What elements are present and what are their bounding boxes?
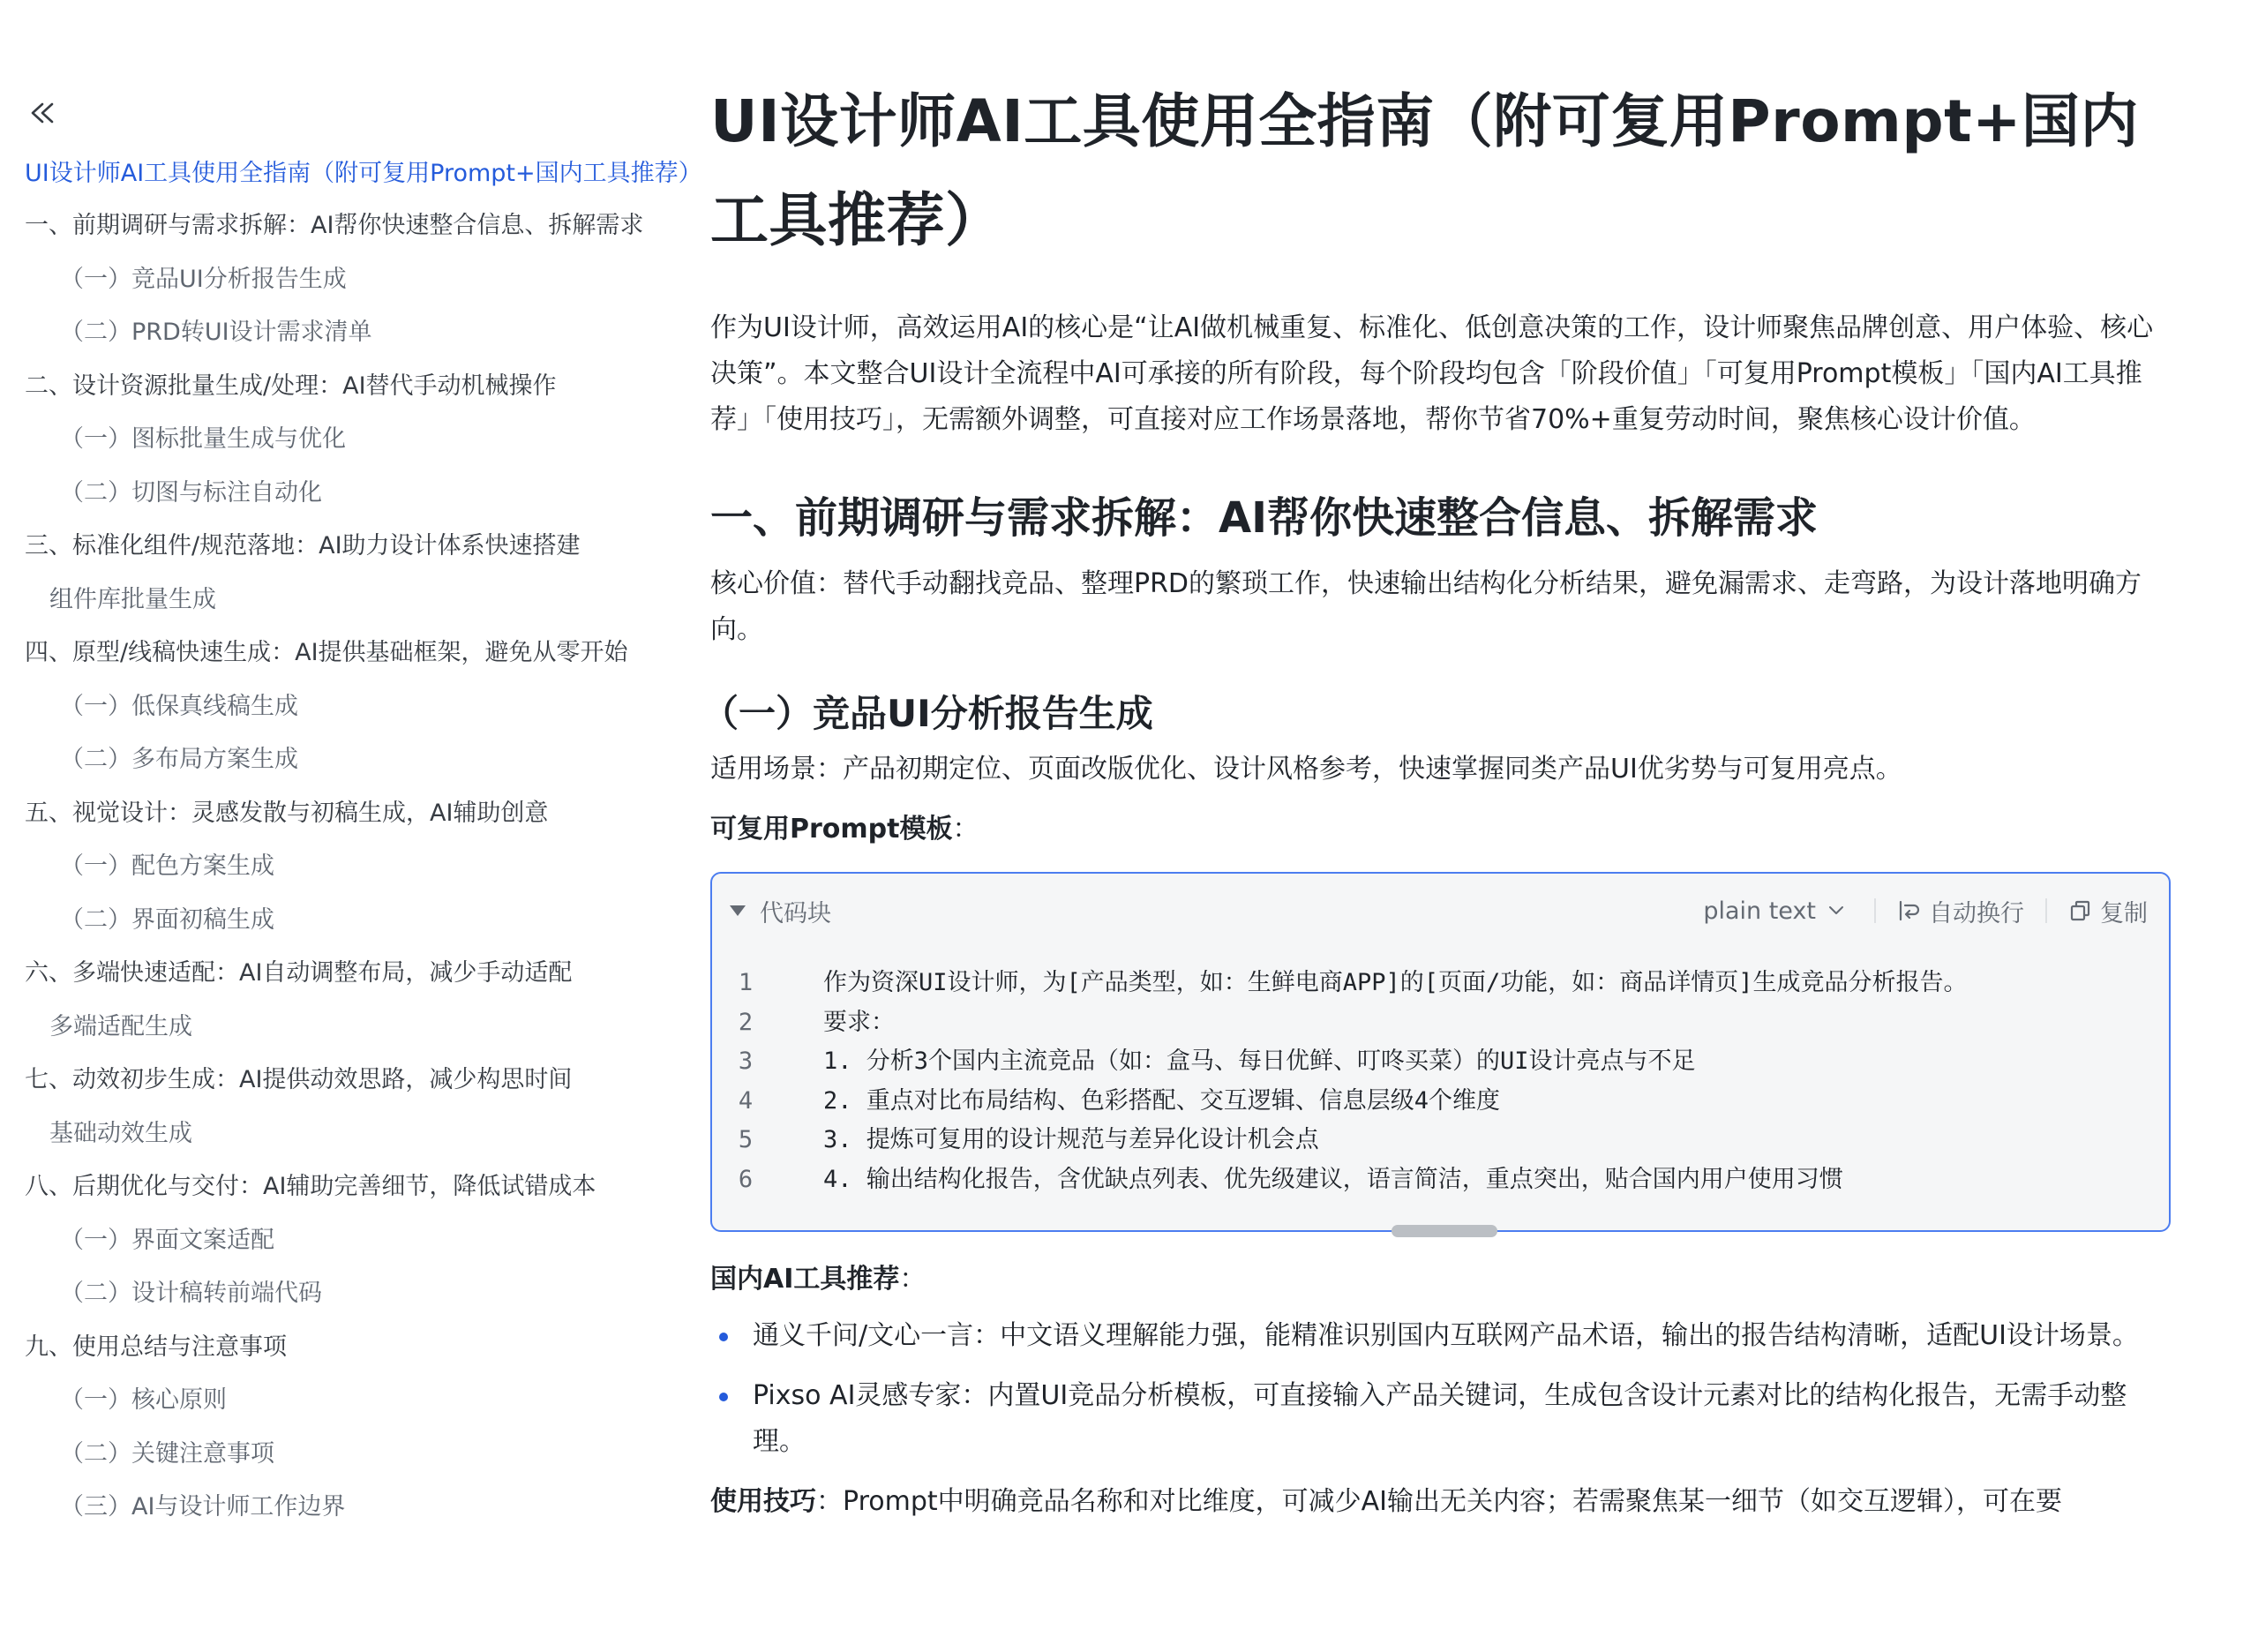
bullet-dot-icon (719, 1393, 728, 1401)
wrap-toggle-button[interactable] (1897, 894, 2024, 928)
code-lines[interactable] (712, 964, 2169, 1199)
code-line (712, 1003, 2169, 1043)
language-label: plain text (1703, 897, 1816, 925)
double-chevron-left-icon (25, 95, 60, 131)
toc-item[interactable]: 七、动效初步生成：AI提供动效思路，减少构思时间 (25, 1066, 573, 1093)
intro-paragraph: 作为UI设计师，高效运用AI的核心是“让AI做机械重复、标准化、低创意决策的工作，设计师聚焦品牌创意、用户体验、核心决策”。本文整合UI设计全流程中AI可承接的所有阶段，每个阶段均包含「阶段价值」「可复用Prompt模板」「国内AI工具推荐」「使用技巧」，无需额外调整，可直接对应工作场景落地，帮你节省70%+重复劳动时间，聚焦核心设计价值。 (710, 312, 2154, 435)
toc-list (25, 148, 702, 1535)
toc-item[interactable]: 三、标准化组件/规范落地：AI助力设计体系快速搭建 (25, 532, 581, 559)
code-block-label: 代码块 (760, 899, 831, 927)
list-item (710, 1313, 2171, 1359)
table-of-contents (25, 95, 702, 1535)
toc-item[interactable]: （二）PRD转UI设计需求清单 (60, 319, 372, 346)
page-title: UI设计师AI工具使用全指南（附可复用Prompt+国内工具推荐） (710, 87, 2139, 254)
section-1-value: 核心价值：替代手动翻找竞品、整理PRD的繁琐工作，快速输出结构化分析结果，避免漏需求、走弯路，为设计落地明确方向。 (710, 568, 2142, 645)
code-line (712, 964, 2169, 1003)
tools-label: 国内AI工具推荐： (710, 1264, 926, 1295)
code-text: 4. 输出结构化报告，含优缺点列表、优先级建议，语言简洁，重点突出，贴合国内用户使用习惯 (823, 1165, 1843, 1193)
subsection-heading-1: （一）竞品UI分析报告生成 (701, 692, 1153, 735)
line-number: 5 (738, 1126, 754, 1153)
toc-item[interactable]: （一）核心原则 (60, 1386, 227, 1414)
code-block[interactable] (710, 872, 2171, 1232)
section-heading-1: 一、前期调研与需求拆解：AI帮你快速整合信息、拆解需求 (710, 493, 1819, 543)
code-block-actions (1703, 894, 2148, 928)
code-text: 要求： (823, 1008, 895, 1036)
toc-item[interactable]: 八、后期优化与交付：AI辅助完善细节，降低试错成本 (25, 1173, 596, 1200)
toc-item[interactable]: （一）界面文案适配 (60, 1226, 274, 1254)
line-number: 6 (738, 1165, 754, 1193)
line-number: 1 (738, 969, 754, 996)
toc-item[interactable]: （三）AI与设计师工作边界 (60, 1493, 346, 1521)
toc-item[interactable]: （一）竞品UI分析报告生成 (60, 265, 347, 293)
toc-item[interactable]: 基础动效生成 (49, 1119, 192, 1147)
bullet-dot-icon (719, 1333, 728, 1341)
toc-item[interactable]: 九、使用总结与注意事项 (25, 1333, 287, 1361)
list-item-text: 通义千问/文心一言：中文语义理解能力强，能精准识别国内互联网产品术语，输出的报告结构清晰，适配UI设计场景。 (753, 1320, 2139, 1351)
triangle-down-icon (730, 905, 746, 916)
prompt-template-label: 可复用Prompt模板： (710, 814, 979, 845)
toc-item[interactable]: 多端适配生成 (49, 1012, 192, 1040)
toc-item[interactable]: 组件库批量生成 (49, 585, 216, 613)
toc-item[interactable]: （一）配色方案生成 (60, 852, 274, 880)
toc-item[interactable]: （二）切图与标注自动化 (60, 478, 322, 507)
code-line (712, 1121, 2169, 1160)
toc-item[interactable]: 二、设计资源批量生成/处理：AI替代手动机械操作 (25, 372, 557, 400)
usage-scene: 适用场景：产品初期定位、页面改版优化、设计风格参考，快速掌握同类产品UI优劣势与可复用亮点。 (710, 754, 1902, 785)
code-text: 3. 提炼可复用的设计规范与差异化设计机会点 (823, 1126, 1319, 1153)
toc-item[interactable]: （二）界面初稿生成 (60, 905, 274, 934)
code-text: 作为资深UI设计师，为[产品类型，如：生鲜电商APP]的[页面/功能，如：商品详情页]生成竞品分析报告。 (823, 969, 1968, 996)
toc-item[interactable]: 五、视觉设计：灵感发散与初稿生成，AI辅助创意 (25, 799, 549, 827)
code-block-resize-handle[interactable] (1392, 1225, 1497, 1237)
list-item (710, 1373, 2171, 1465)
code-text: 2. 重点对比布局结构、色彩搭配、交互逻辑、信息层级4个维度 (823, 1086, 1501, 1115)
code-block-header (712, 874, 2169, 948)
collapse-toc-button[interactable] (25, 95, 60, 131)
code-text: 1. 分析3个国内主流竞品（如：盒马、每日优鲜、叮咚买菜）的UI设计亮点与不足 (823, 1048, 1696, 1075)
code-line (712, 1042, 2169, 1082)
toc-item[interactable]: （二）设计稿转前端代码 (60, 1280, 322, 1307)
copy-label: 复制 (2100, 899, 2148, 927)
line-number: 2 (738, 1008, 754, 1036)
code-line (712, 1160, 2169, 1200)
code-line (712, 1082, 2169, 1122)
list-item-text: Pixso AI灵感专家：内置UI竞品分析模板，可直接输入产品关键词，生成包含设计元素对比的结构化报告，无需手动整理。 (753, 1380, 2127, 1457)
language-select[interactable] (1703, 897, 1853, 925)
copy-button[interactable] (2068, 894, 2148, 928)
toc-item[interactable]: （二）多布局方案生成 (60, 746, 298, 773)
wrap-icon (1897, 898, 1922, 923)
toc-item[interactable]: （一）图标批量生成与优化 (60, 425, 346, 453)
toc-item[interactable]: （二）关键注意事项 (60, 1439, 274, 1468)
chevron-down-icon (1827, 901, 1846, 920)
code-block-toggle[interactable] (730, 894, 831, 928)
toc-item[interactable]: UI设计师AI工具使用全指南（附可复用Prompt+国内工具推荐） (25, 160, 702, 187)
tips-paragraph: 使用技巧：Prompt中明确竞品名称和对比维度，可减少AI输出无关内容；若需聚焦某一细节（如交互逻辑），可在要 (710, 1486, 2062, 1517)
toc-item[interactable]: 四、原型/线稿快速生成：AI提供基础框架，避免从零开始 (25, 639, 628, 666)
toc-item[interactable]: 六、多端快速适配：AI自动调整布局，减少手动适配 (25, 959, 573, 987)
toc-item[interactable]: （一）低保真线稿生成 (60, 692, 298, 720)
line-number: 4 (738, 1086, 754, 1115)
tools-list (710, 1313, 2171, 1465)
toc-item[interactable]: 一、前期调研与需求拆解：AI帮你快速整合信息、拆解需求 (25, 212, 644, 239)
document-body (701, 72, 2171, 1525)
wrap-label: 自动换行 (1929, 899, 2024, 927)
divider (2045, 898, 2047, 923)
line-number: 3 (738, 1048, 754, 1075)
divider (1874, 898, 1876, 923)
copy-icon (2068, 898, 2093, 923)
